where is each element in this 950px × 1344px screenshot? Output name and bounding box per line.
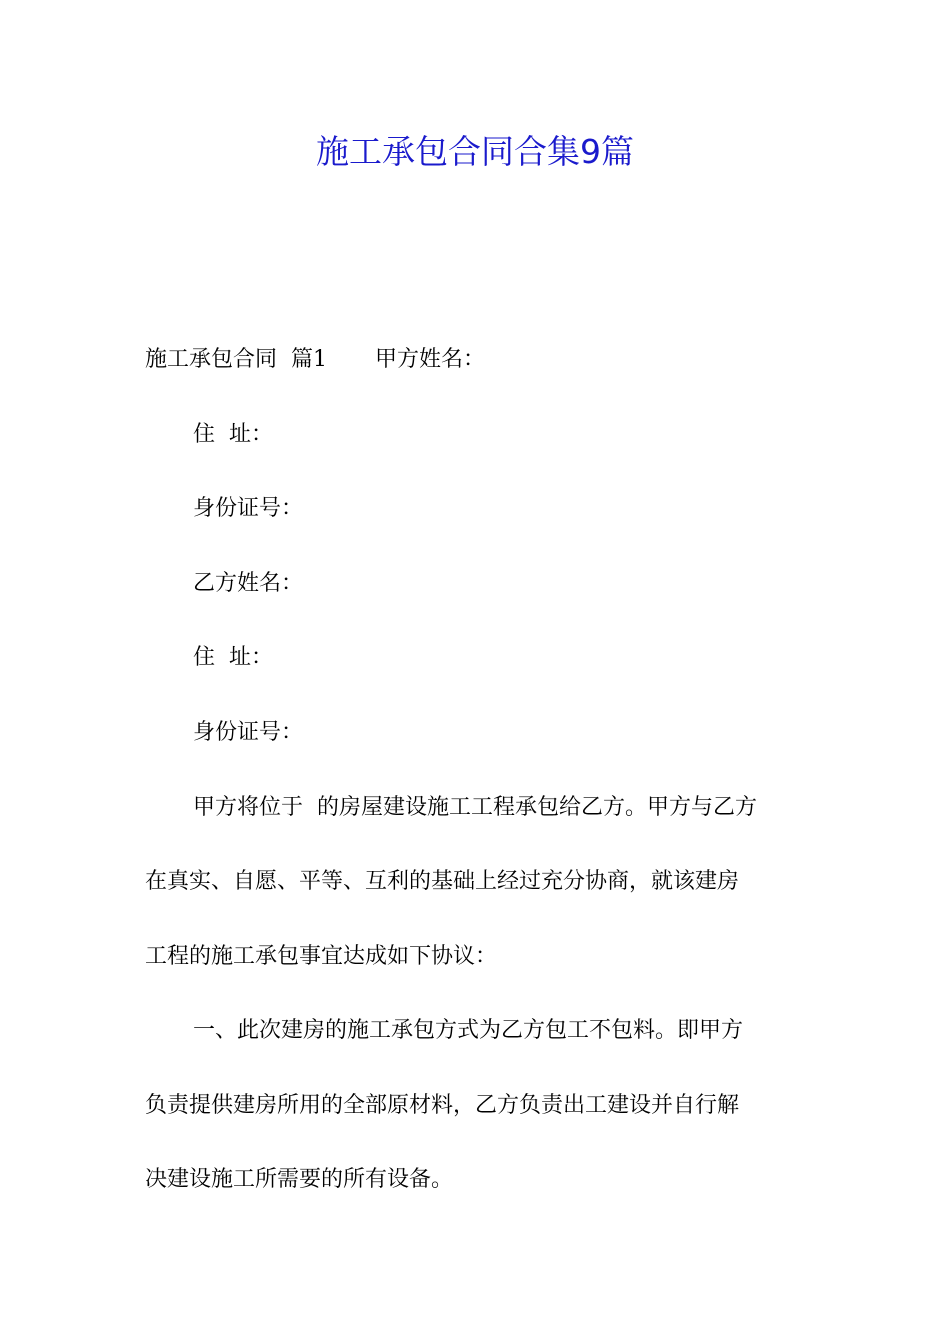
contract-header-line: [145, 344, 485, 376]
party-a-id-label: 身份证号：: [193, 496, 304, 521]
clause-1-line-2: 负责提供建房所用的全部原材料，乙方负责出工建设并自行解: [145, 1093, 740, 1118]
clause-1-line-1: 一、此次建房的施工承包方式为乙方包工不包料。即甲方: [193, 1018, 744, 1043]
paragraph-intro-line-3: 工程的施工承包事宜达成如下协议：: [145, 944, 498, 969]
party-a-name-label: 甲方姓名：: [374, 347, 485, 372]
party-b-name-label: 乙方姓名：: [193, 571, 304, 596]
clause-1-line-3: 决建设施工所需要的所有设备。: [145, 1167, 454, 1192]
party-b-id-label: 身份证号：: [193, 720, 304, 745]
party-b-address-label: 住 址：: [193, 645, 273, 670]
paragraph-intro-line-1: 甲方将位于 的房屋建设施工工程承包给乙方。甲方与乙方: [193, 795, 757, 820]
party-a-address-label: 住 址：: [193, 422, 273, 447]
paragraph-intro-line-2: 在真实、自愿、平等、互利的基础上经过充分协商，就该建房: [145, 869, 740, 894]
section-label: 施工承包合同 篇1: [145, 347, 327, 372]
document-title: 施工承包合同合集9篇: [316, 132, 634, 171]
